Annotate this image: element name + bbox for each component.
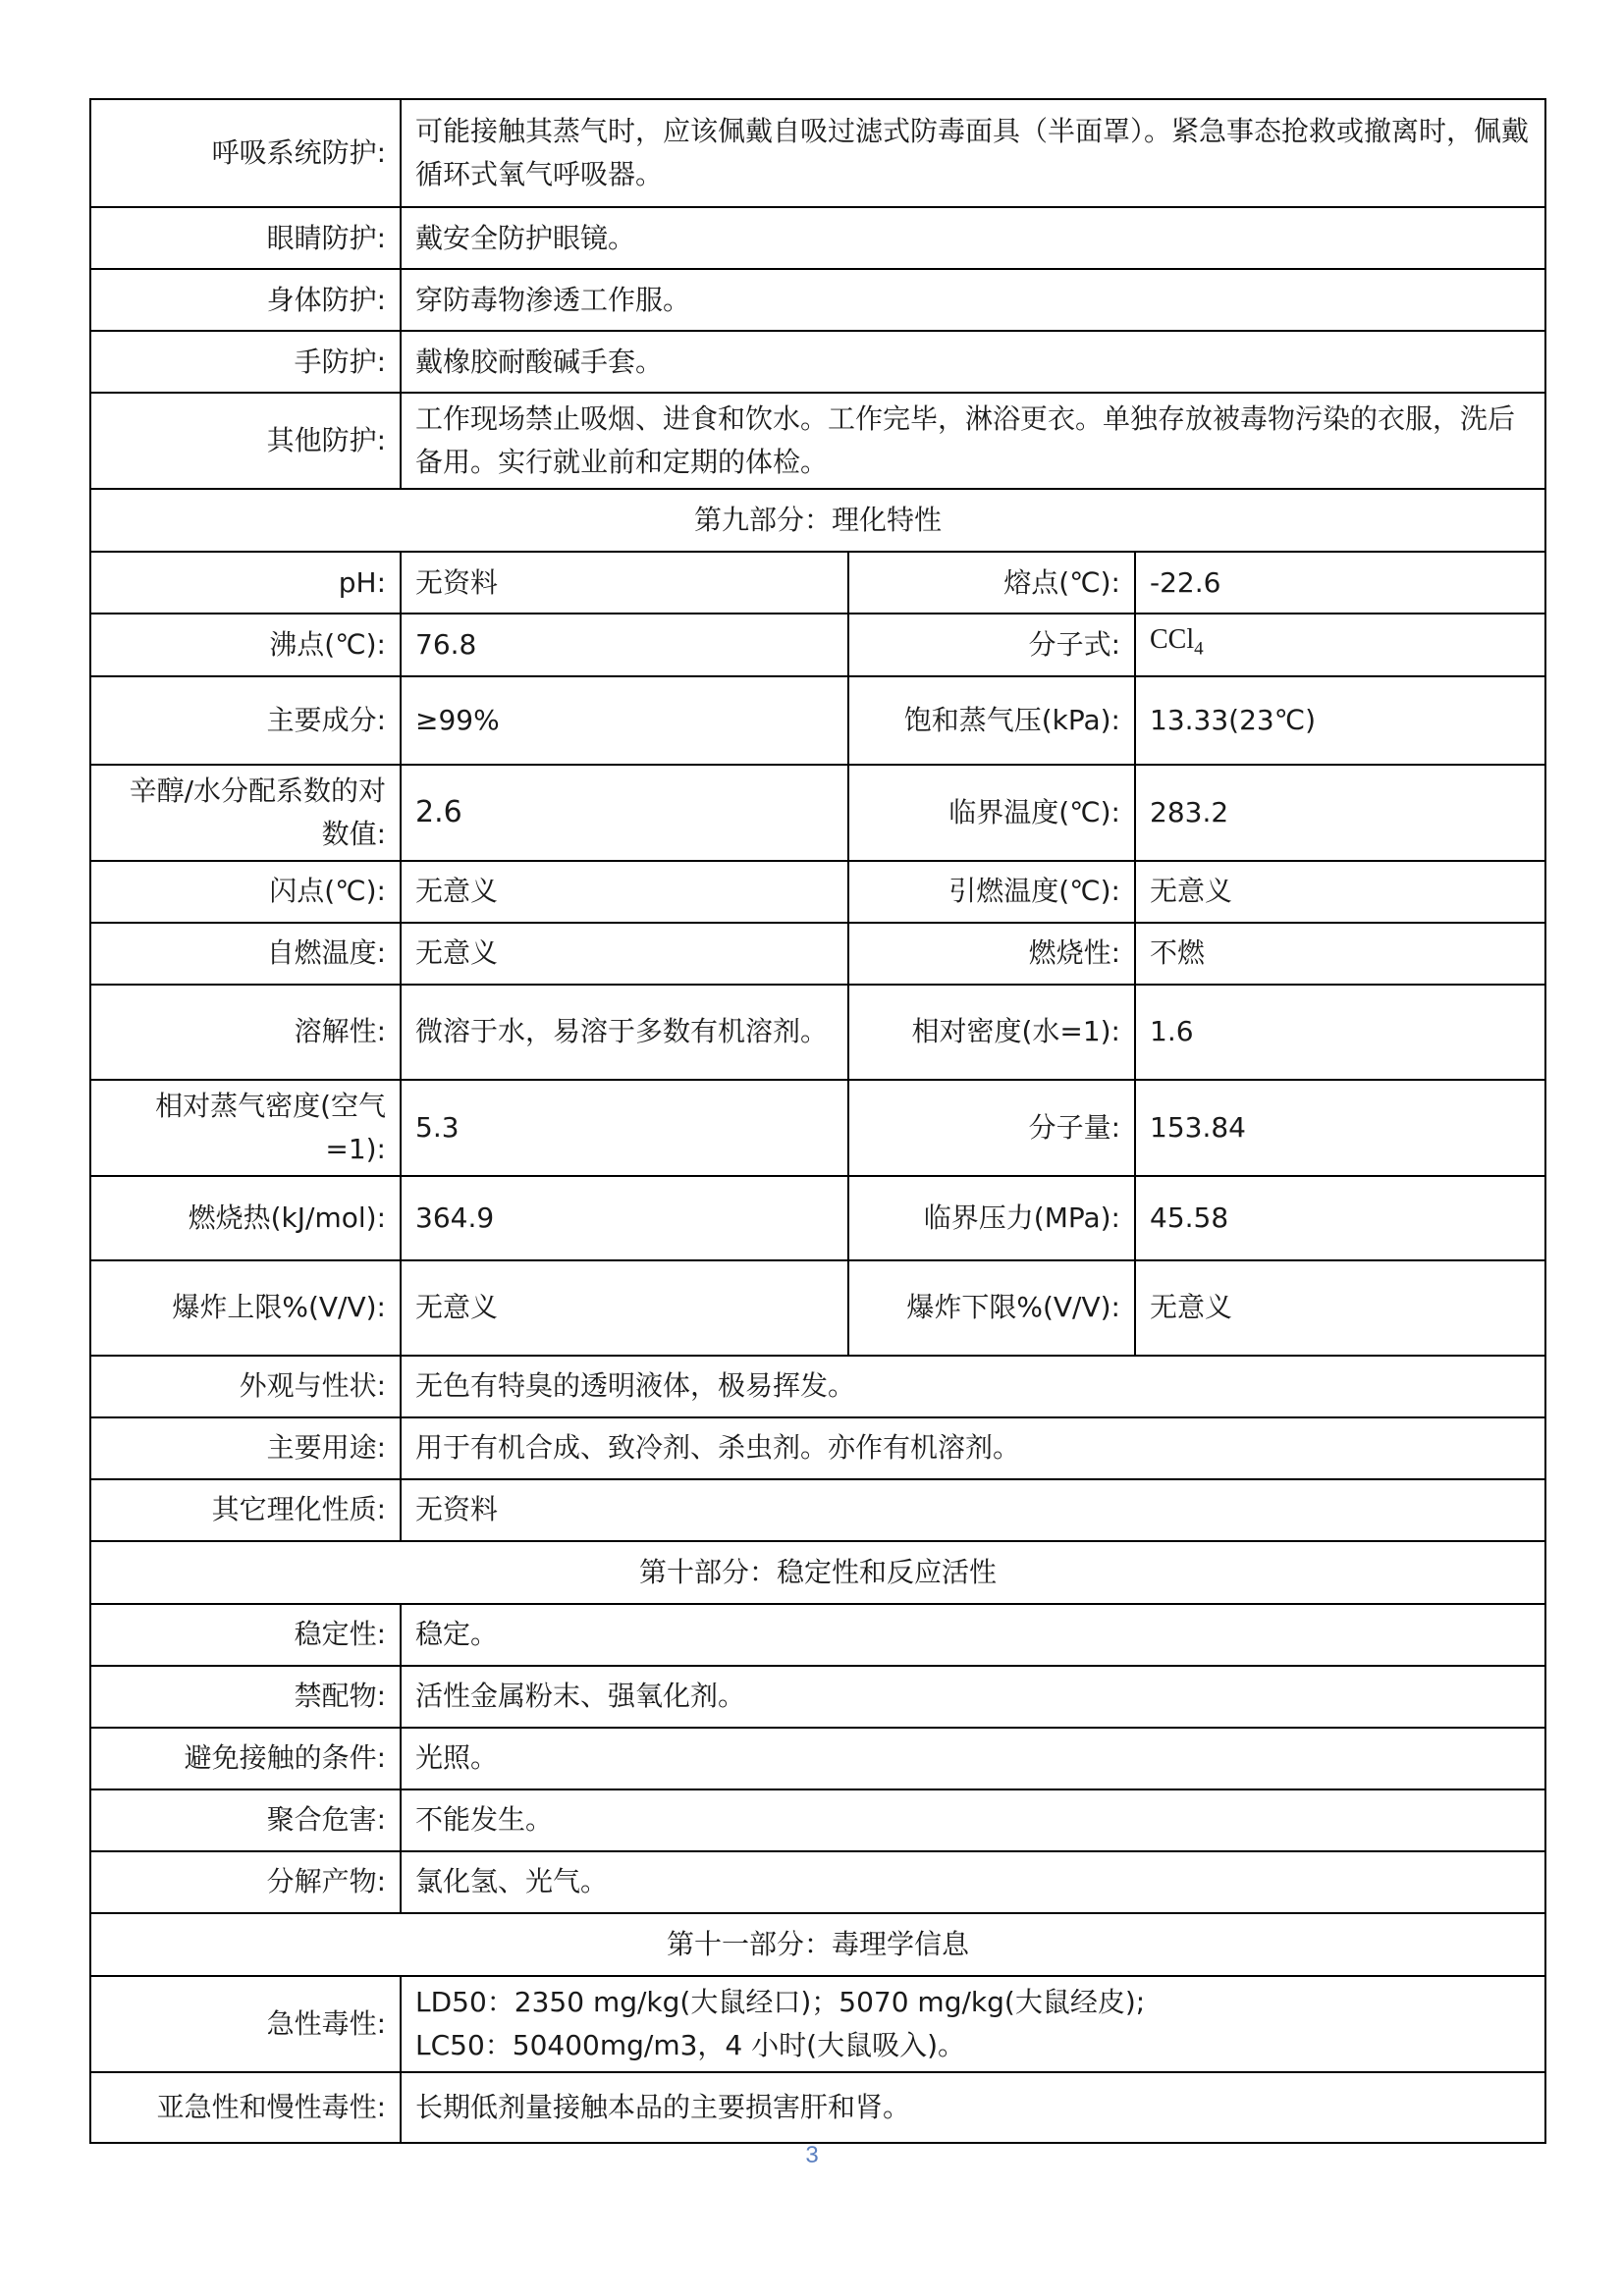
critical-temperature-value: 283.2 bbox=[1135, 765, 1545, 861]
boiling-point-value: 76.8 bbox=[401, 614, 848, 676]
vapor-pressure-label: 饱和蒸气压(kPa): bbox=[848, 676, 1135, 765]
critical-pressure-value: 45.58 bbox=[1135, 1176, 1545, 1260]
flash-point-value: 无意义 bbox=[401, 861, 848, 923]
respiratory-protection-value: 可能接触其蒸气时，应该佩戴自吸过滤式防毒面具（半面罩）。紧急事态抢救或撤离时，佩戴循环式氧气呼吸器。 bbox=[401, 99, 1545, 207]
section-9-title: 第九部分：理化特性 bbox=[90, 489, 1545, 552]
main-component-value: ≥99% bbox=[401, 676, 848, 765]
critical-temperature-label: 临界温度(℃): bbox=[848, 765, 1135, 861]
chronic-toxicity-label: 亚急性和慢性毒性: bbox=[90, 2072, 401, 2143]
respiratory-protection-label: 呼吸系统防护: bbox=[90, 99, 401, 207]
relative-density-value: 1.6 bbox=[1135, 985, 1545, 1080]
flammability-label: 燃烧性: bbox=[848, 923, 1135, 985]
body-protection-value: 穿防毒物渗透工作服。 bbox=[401, 269, 1545, 331]
log-kow-value: 2.6 bbox=[401, 765, 848, 861]
relative-density-label: 相对密度(水=1): bbox=[848, 985, 1135, 1080]
melting-point-value: -22.6 bbox=[1135, 552, 1545, 614]
eye-protection-label: 眼睛防护: bbox=[90, 207, 401, 269]
ignition-temperature-label: 引燃温度(℃): bbox=[848, 861, 1135, 923]
polymerization-hazard-value: 不能发生。 bbox=[401, 1789, 1545, 1851]
appearance-label: 外观与性状: bbox=[90, 1356, 401, 1417]
other-protection-label: 其他防护: bbox=[90, 393, 401, 489]
table-row bbox=[90, 765, 1545, 861]
lc50-line: LC50：50400mg/m3，4 小时(大鼠吸入)。 bbox=[415, 2028, 965, 2061]
body-protection-label: 身体防护: bbox=[90, 269, 401, 331]
section-11-title: 第十一部分：毒理学信息 bbox=[90, 1913, 1545, 1976]
appearance-value: 无色有特臭的透明液体，极易挥发。 bbox=[401, 1356, 1545, 1417]
conditions-to-avoid-label: 避免接触的条件: bbox=[90, 1728, 401, 1789]
flash-point-label: 闪点(℃): bbox=[90, 861, 401, 923]
table-row bbox=[90, 393, 1545, 489]
acute-toxicity-value bbox=[401, 1976, 1545, 2072]
table-row bbox=[90, 1080, 1545, 1176]
ph-label: pH: bbox=[90, 552, 401, 614]
table-row bbox=[90, 1176, 1545, 1260]
hand-protection-label: 手防护: bbox=[90, 331, 401, 393]
section-header-row bbox=[90, 489, 1545, 552]
formula-main: CCl bbox=[1150, 624, 1195, 655]
ignition-temperature-value: 无意义 bbox=[1135, 861, 1545, 923]
melting-point-label: 熔点(℃): bbox=[848, 552, 1135, 614]
upper-explosive-limit-value: 无意义 bbox=[401, 1260, 848, 1356]
polymerization-hazard-label: 聚合危害: bbox=[90, 1789, 401, 1851]
section-header-row bbox=[90, 1541, 1545, 1604]
other-properties-label: 其它理化性质: bbox=[90, 1479, 401, 1541]
vapor-density-label: 相对蒸气密度(空气=1): bbox=[90, 1080, 401, 1176]
table-row bbox=[90, 1356, 1545, 1417]
table-row bbox=[90, 269, 1545, 331]
formula-subscript: 4 bbox=[1194, 638, 1204, 660]
table-row bbox=[90, 99, 1545, 207]
table-row bbox=[90, 985, 1545, 1080]
table-row bbox=[90, 1417, 1545, 1479]
section-header-row bbox=[90, 1913, 1545, 1976]
table-row bbox=[90, 923, 1545, 985]
incompatible-materials-label: 禁配物: bbox=[90, 1666, 401, 1728]
decomposition-products-value: 氯化氢、光气。 bbox=[401, 1851, 1545, 1913]
page-number: 3 bbox=[805, 2142, 819, 2168]
table-row bbox=[90, 552, 1545, 614]
ph-value: 无资料 bbox=[401, 552, 848, 614]
table-row bbox=[90, 861, 1545, 923]
main-use-label: 主要用途: bbox=[90, 1417, 401, 1479]
other-properties-value: 无资料 bbox=[401, 1479, 1545, 1541]
acute-toxicity-label: 急性毒性: bbox=[90, 1976, 401, 2072]
flammability-value: 不燃 bbox=[1135, 923, 1545, 985]
other-protection-value: 工作现场禁止吸烟、进食和饮水。工作完毕，淋浴更衣。单独存放被毒物污染的衣服，洗后备用。实行就业前和定期的体检。 bbox=[401, 393, 1545, 489]
table-row bbox=[90, 2072, 1545, 2143]
solubility-label: 溶解性: bbox=[90, 985, 401, 1080]
table-row bbox=[90, 1604, 1545, 1666]
section-10-title: 第十部分：稳定性和反应活性 bbox=[90, 1541, 1545, 1604]
table-row bbox=[90, 1666, 1545, 1728]
critical-pressure-label: 临界压力(MPa): bbox=[848, 1176, 1135, 1260]
table-row bbox=[90, 1851, 1545, 1913]
molecular-formula-label: 分子式: bbox=[848, 614, 1135, 676]
table-row bbox=[90, 331, 1545, 393]
stability-value: 稳定。 bbox=[401, 1604, 1545, 1666]
molecular-weight-label: 分子量: bbox=[848, 1080, 1135, 1176]
table-row bbox=[90, 676, 1545, 765]
table-row bbox=[90, 207, 1545, 269]
molecular-formula-value bbox=[1135, 614, 1545, 676]
table-row bbox=[90, 614, 1545, 676]
main-component-label: 主要成分: bbox=[90, 676, 401, 765]
stability-label: 稳定性: bbox=[90, 1604, 401, 1666]
table-row bbox=[90, 1260, 1545, 1356]
table-row bbox=[90, 1789, 1545, 1851]
lower-explosive-limit-value: 无意义 bbox=[1135, 1260, 1545, 1356]
combustion-heat-value: 364.9 bbox=[401, 1176, 848, 1260]
sds-table bbox=[89, 98, 1546, 2144]
table-row bbox=[90, 1976, 1545, 2072]
vapor-pressure-value: 13.33(23℃) bbox=[1135, 676, 1545, 765]
ld50-line: LD50：2350 mg/kg(大鼠经口)；5070 mg/kg(大鼠经皮); bbox=[415, 1985, 1146, 2018]
solubility-value: 微溶于水，易溶于多数有机溶剂。 bbox=[401, 985, 848, 1080]
vapor-density-value: 5.3 bbox=[401, 1080, 848, 1176]
incompatible-materials-value: 活性金属粉末、强氧化剂。 bbox=[401, 1666, 1545, 1728]
table-row bbox=[90, 1728, 1545, 1789]
lower-explosive-limit-label: 爆炸下限%(V/V): bbox=[848, 1260, 1135, 1356]
log-kow-label: 辛醇/水分配系数的对数值: bbox=[90, 765, 401, 861]
table-row bbox=[90, 1479, 1545, 1541]
main-use-value: 用于有机合成、致冷剂、杀虫剂。亦作有机溶剂。 bbox=[401, 1417, 1545, 1479]
decomposition-products-label: 分解产物: bbox=[90, 1851, 401, 1913]
upper-explosive-limit-label: 爆炸上限%(V/V): bbox=[90, 1260, 401, 1356]
molecular-weight-value: 153.84 bbox=[1135, 1080, 1545, 1176]
autoignition-label: 自燃温度: bbox=[90, 923, 401, 985]
chronic-toxicity-value: 长期低剂量接触本品的主要损害肝和肾。 bbox=[401, 2072, 1545, 2143]
hand-protection-value: 戴橡胶耐酸碱手套。 bbox=[401, 331, 1545, 393]
combustion-heat-label: 燃烧热(kJ/mol): bbox=[90, 1176, 401, 1260]
eye-protection-value: 戴安全防护眼镜。 bbox=[401, 207, 1545, 269]
autoignition-value: 无意义 bbox=[401, 923, 848, 985]
boiling-point-label: 沸点(℃): bbox=[90, 614, 401, 676]
conditions-to-avoid-value: 光照。 bbox=[401, 1728, 1545, 1789]
